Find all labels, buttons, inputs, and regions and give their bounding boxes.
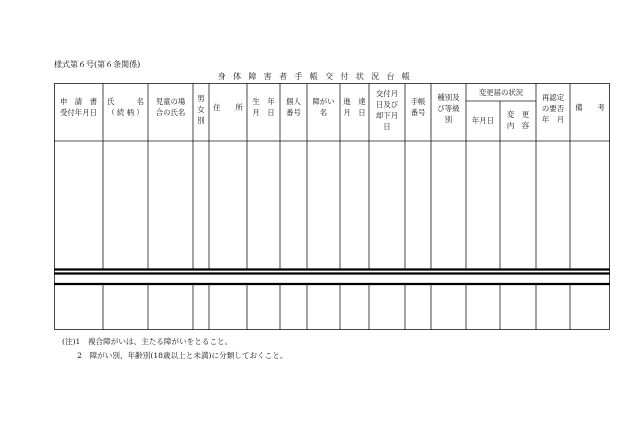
col-change-status: 変更届の状況 [478, 88, 524, 97]
col-sex: 男 女 別 [197, 94, 205, 125]
col-change-content: 変 更 内 容 [506, 110, 530, 130]
col-recertification: 再認定 の要否 年 月 [541, 93, 565, 124]
col-change-date: 年月日 [471, 116, 495, 125]
col-name: 氏 名 （ 続 柄 ） [107, 97, 144, 117]
col-application-date: 申 請 書 受付年月日 [60, 97, 97, 117]
col-address: 住 所 [213, 103, 243, 112]
note-2: 2 障がい別、年齢別(18歳以上と未満)に分類しておくこと。 [62, 351, 288, 360]
col-transmit-date: 進 達 月 日 [343, 97, 366, 117]
col-handbook-number: 手帳 番号 [410, 97, 426, 117]
col-birth-date: 生 年 月 日 [252, 97, 275, 117]
col-disability-name: 障がい 名 [312, 97, 335, 117]
form-number: 様式第６号(第６条関係) [54, 60, 141, 69]
col-remarks: 備 考 [575, 103, 605, 112]
notes [62, 335, 287, 363]
col-child-name: 児童の場 合の氏名 [155, 97, 186, 117]
ledger-title: 身 体 障 害 者 手 帳 交 付 状 況 台 帳 [217, 72, 413, 81]
ledger-table [54, 83, 610, 330]
note-1: (注)1 複合障がいは、主たる障がいをとること。 [62, 337, 233, 346]
col-issue-date: 交付月 日及び 却下月 日 [375, 89, 399, 131]
col-personal-number: 個人 番号 [286, 97, 301, 117]
col-type-grade: 種別及 び等級 別 [437, 93, 460, 124]
